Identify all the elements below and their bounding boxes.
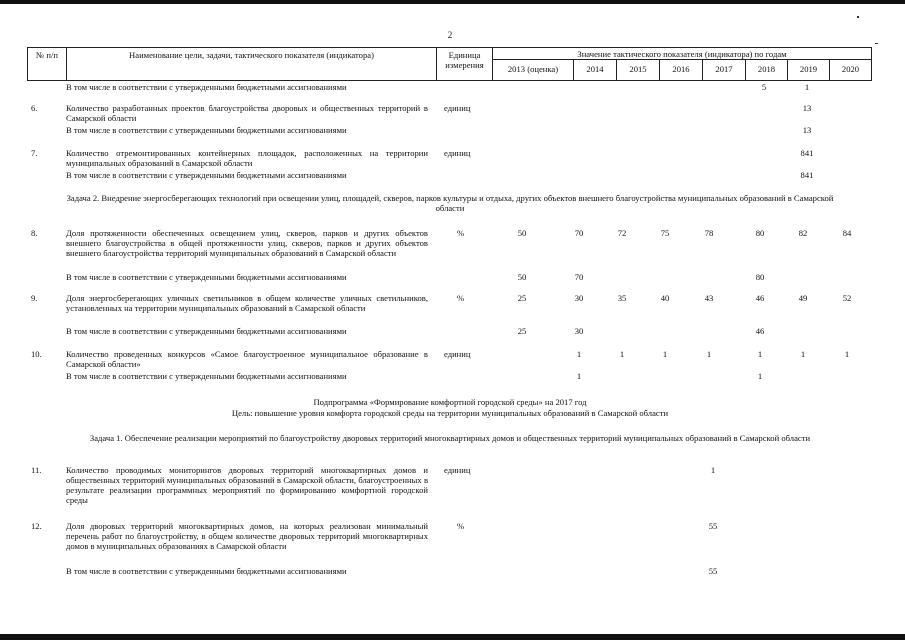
indicator-unit: % (457, 521, 465, 531)
value-cell: 80 (755, 228, 765, 238)
indicator-name: Количество проведенных конкурсов «Самое благоустроенное муниципальное образование в Самарской области» (66, 349, 428, 369)
header-num-text: № п/п (36, 50, 58, 60)
subprogram-title: Подпрограмма «Формирование комфортной городской среды» на 2017 год (313, 397, 587, 407)
subprogram-goal: Цель: повышение уровня комфорта городской среды на территории муниципальных образований в Самарской области (231, 408, 669, 418)
indicator-name: Доля протяженности обеспеченных освещением улиц, скверов, парков и других объектов внешнего благоустройства в общей протяженности улиц, скверов, парков и других объектов внешнего благоустройства территорий муниципальных образований в Самарской области (66, 228, 428, 258)
value-cell: 1 (710, 465, 716, 475)
value-cell: 5 (761, 82, 767, 92)
value-cell: 30 (574, 326, 584, 336)
value-cell: 1 (576, 371, 582, 381)
value-cell: 1 (757, 349, 763, 359)
budget-note: В том числе в соответствии с утвержденными бюджетными ассигнованиями (66, 566, 347, 576)
value-cell: 55 (708, 521, 718, 531)
header-year-2016: 2016 (659, 59, 703, 81)
header-year-2020: 2020 (829, 59, 872, 81)
indicator-name: Количество проводимых мониторингов дворовых территорий многоквартирных домов и общественных территорий муниципальных образований в Самарской области, благоустроенных в результате реализации программных мероприятий по формированию комфортной городской среды (66, 465, 428, 505)
indicator-unit: единиц (444, 349, 471, 359)
header-values: Значение тактического показателя (индикатора) по годам (492, 47, 872, 60)
value-cell: 46 (755, 293, 765, 303)
task-heading: Задача 2. Внедрение энергосберегающих технологий при освещении улиц, площадей, скверов, парков культуры и отдыха, других объектов внешнего благоустройства муниципальных образований в Самарской области (66, 193, 834, 213)
row-number: 10. (31, 349, 42, 359)
value-cell: 78 (704, 228, 714, 238)
value-cell: 25 (517, 293, 527, 303)
value-cell: 50 (517, 228, 527, 238)
budget-note: В том числе в соответствии с утвержденными бюджетными ассигнованиями (66, 82, 347, 92)
indicator-unit: % (457, 228, 465, 238)
value-cell: 1 (706, 349, 712, 359)
indicator-name: Доля дворовых территорий многоквартирных домов, на которых реализован минимальный перечень работ по благоустройству, в общем количестве дворовых территорий многоквартирных домов в муниципальных образованиях в Самарской области (66, 521, 428, 551)
header-unit: Единица измерения (436, 47, 493, 81)
indicator-unit: единиц (444, 148, 471, 158)
header-year-2017: 2017 (702, 59, 746, 81)
value-cell: 1 (844, 349, 850, 359)
scan-speck (857, 16, 859, 18)
row-number: 8. (31, 228, 38, 238)
header-num (27, 47, 67, 81)
value-cell: 84 (842, 228, 852, 238)
value-cell: 841 (800, 170, 814, 180)
value-cell: 1 (804, 82, 810, 92)
value-cell: 52 (842, 293, 852, 303)
value-cell: 50 (517, 272, 527, 282)
budget-note: В том числе в соответствии с утвержденными бюджетными ассигнованиями (66, 272, 347, 282)
value-cell: 72 (617, 228, 627, 238)
indicator-name: Доля энергосберегающих уличных светильников в общем количестве уличных светильников, установленных на территории муниципальных образований в Самарской области (66, 293, 428, 313)
indicator-name: Количество разработанных проектов благоустройства дворовых и общественных территорий в Самарской области (66, 103, 428, 123)
table-header (27, 47, 872, 81)
row-number: 6. (31, 103, 38, 113)
task-heading: Задача 1. Обеспечение реализации мероприятий по благоустройству дворовых территорий многоквартирных домов и общественных территорий муниципальных образований в Самарской области (89, 433, 811, 443)
value-cell: 80 (755, 272, 765, 282)
value-cell: 30 (574, 293, 584, 303)
header-year-2014: 2014 (573, 59, 617, 81)
value-cell: 46 (755, 326, 765, 336)
budget-note: В том числе в соответствии с утвержденными бюджетными ассигнованиями (66, 326, 347, 336)
value-cell: 43 (704, 293, 714, 303)
budget-note: В том числе в соответствии с утвержденными бюджетными ассигнованиями (66, 371, 347, 381)
row-number: 12. (31, 521, 42, 531)
budget-note: В том числе в соответствии с утвержденными бюджетными ассигнованиями (66, 125, 347, 135)
header-year-2018: 2018 (745, 59, 788, 81)
value-cell: 1 (662, 349, 668, 359)
page-number: 2 (447, 30, 453, 40)
indicator-unit: единиц (444, 103, 471, 113)
value-cell: 35 (617, 293, 627, 303)
header-year-2015: 2015 (616, 59, 660, 81)
value-cell: 25 (517, 326, 527, 336)
indicator-name: Количество отремонтированных контейнерных площадок, расположенных на территории муниципальных образований в Самарской области (66, 148, 428, 168)
value-cell: 13 (802, 125, 812, 135)
indicator-unit: единиц (444, 465, 471, 475)
value-cell: 82 (798, 228, 808, 238)
bottom-border (0, 634, 905, 640)
value-cell: 1 (757, 371, 763, 381)
header-name: Наименование цели, задачи, тактического показателя (индикатора) (66, 47, 437, 81)
row-number: 11. (31, 465, 42, 475)
value-cell: 1 (800, 349, 806, 359)
budget-note: В том числе в соответствии с утвержденными бюджетными ассигнованиями (66, 170, 347, 180)
top-border (0, 0, 905, 4)
value-cell: 841 (800, 148, 814, 158)
value-cell: 75 (660, 228, 670, 238)
header-year-2013: 2013 (оценка) (492, 59, 574, 81)
row-number: 7. (31, 148, 38, 158)
value-cell: 13 (802, 103, 812, 113)
value-cell: 70 (574, 272, 584, 282)
value-cell: 49 (798, 293, 808, 303)
value-cell: 55 (708, 566, 718, 576)
indicator-unit: % (457, 293, 465, 303)
value-cell: 70 (574, 228, 584, 238)
value-cell: 1 (619, 349, 625, 359)
value-cell: 1 (576, 349, 582, 359)
scan-speck (875, 43, 878, 44)
value-cell: 40 (660, 293, 670, 303)
header-year-2019: 2019 (787, 59, 830, 81)
row-number: 9. (31, 293, 38, 303)
